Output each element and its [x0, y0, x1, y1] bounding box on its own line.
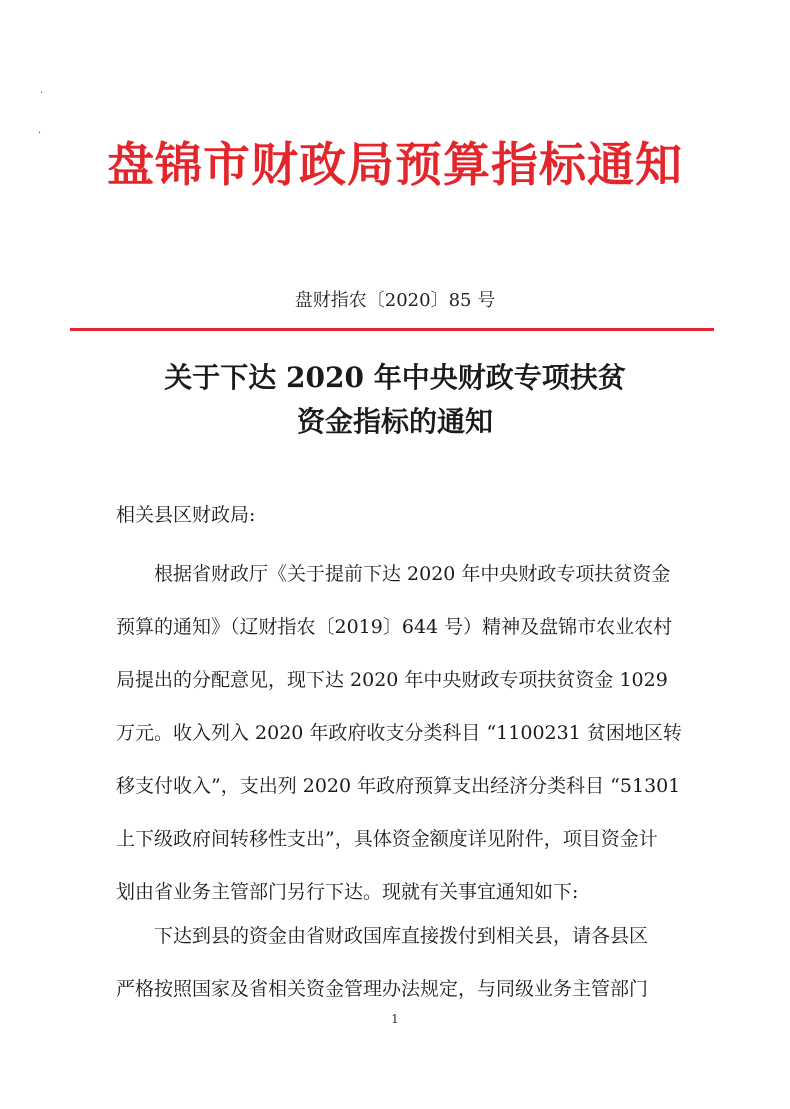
- paragraph-line: 万元。收入列入 2020 年政府收支分类科目 “1100231 贫困地区转: [116, 722, 682, 744]
- scan-speck: ·: [40, 88, 44, 99]
- issuer-header-title: 盘锦市财政局预算指标通知: [107, 138, 683, 193]
- document-title-line-1: 关于下达 2020 年中央财政专项扶贫: [164, 361, 626, 394]
- paragraph-line: 严格按照国家及省相关资金管理办法规定，与同级业务主管部门: [116, 978, 649, 1000]
- paragraph-line: 上下级政府间转移性支出”，具体资金额度详见附件，项目资金计: [116, 828, 658, 850]
- salutation: 相关县区财政局:: [116, 504, 256, 526]
- page-number: 1: [391, 1012, 399, 1026]
- body-paragraph-2: [116, 910, 676, 1016]
- document-title-line-2: 资金指标的通知: [296, 405, 493, 438]
- scan-speck: ·: [38, 128, 42, 139]
- paragraph-line: 预算的通知》（辽财指农〔2019〕644 号）精神及盘锦市农业农村: [116, 616, 673, 638]
- red-divider-line: [70, 328, 714, 331]
- paragraph-line: 划由省业务主管部门另行下达。现就有关事宜通知如下:: [116, 881, 579, 903]
- paragraph-line: 局提出的分配意见，现下达 2020 年中央财政专项扶贫资金 1029: [116, 669, 668, 691]
- document-number: 盘财指农〔2020〕85 号: [294, 290, 496, 311]
- paragraph-line: 根据省财政厅《关于提前下达 2020 年中央财政专项扶贫资金: [154, 563, 671, 585]
- paragraph-line: 下达到县的资金由省财政国库直接拨付到相关县，请各县区: [154, 925, 649, 947]
- document-title: [0, 356, 790, 444]
- paragraph-line: 移支付收入”，支出列 2020 年政府预算支出经济分类科目 “51301: [116, 775, 681, 797]
- body-paragraph-1: [116, 548, 682, 919]
